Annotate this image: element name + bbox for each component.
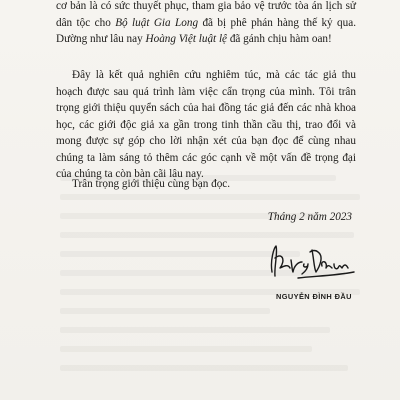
closing-date: Tháng 2 năm 2023 — [267, 211, 352, 223]
paragraph-3: Trân trọng giới thiệu cùng bạn đọc. — [72, 178, 231, 190]
paragraph-1-part-1: cơ bản là có sức thuyết phục, tham gia bảo vệ trước tòa án lịch sử dân tộc cho — [56, 0, 356, 29]
book-title-gia-long: Bộ luật Gia Long — [115, 16, 199, 29]
paragraph-1-part-3: đã gánh chịu hàm oan! — [227, 33, 332, 45]
paragraph-1 — [56, 0, 356, 48]
author-name: NGUYỄN ĐÌNH ĐẦU — [276, 292, 352, 301]
handwritten-signature — [258, 238, 358, 288]
paragraph-1-part-2: đã bị phê phán hàng thế kỷ qua. Dường như lâu nay — [56, 16, 357, 45]
book-title-hoang-viet: Hoàng Việt luật lệ — [145, 33, 228, 45]
paragraph-2: Đây là kết quả nghiên cứu nghiêm túc, mà các tác giả thu hoạch được sau quá trình làm việc cẩn trọng của mình. Tôi trân trọng giới thiệu quyển sách của hai đồng tác giả đến các nhà khoa học, các giới độc giả xa gần trong tinh thần cầu thị, trao đổi và mong được sự góp cho lời nhận xét của bạn đọc để cùng nhau chúng ta làm sáng tỏ thêm các góc cạnh về một vấn đề trọng đại của chúng ta còn bàn cãi lâu nay. — [56, 69, 356, 180]
